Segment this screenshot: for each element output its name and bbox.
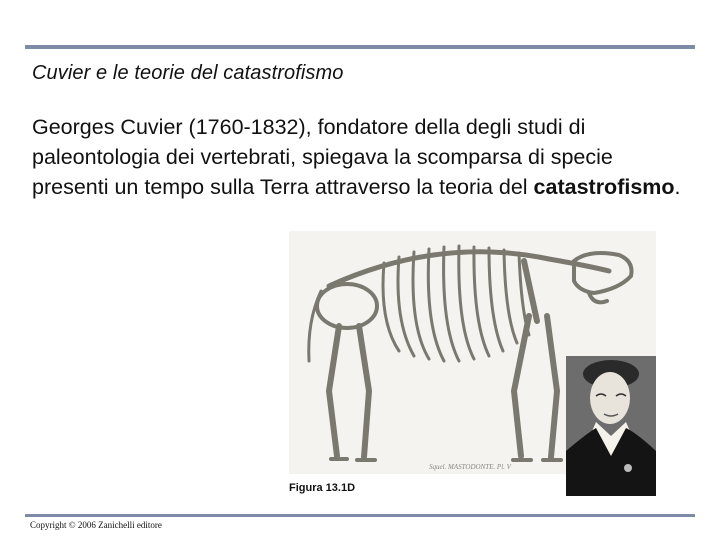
figure-caption: Figura 13.1D: [289, 482, 356, 494]
figure-inscription: Squel. MASTODONTE. Pl. V: [429, 463, 511, 471]
cuvier-portrait: [566, 356, 656, 496]
body-end: .: [674, 175, 681, 199]
body-keyword: catastrofismo: [533, 175, 675, 199]
top-rule: [25, 45, 695, 49]
slide-body: [32, 112, 692, 202]
copyright-notice: Copyright © 2006 Zanichelli editore: [30, 520, 162, 530]
slide-title: Cuvier e le teorie del catastrofismo: [32, 62, 344, 84]
bottom-rule: [25, 514, 695, 517]
body-intro: Georges Cuvier (1760-1832), fondatore della degli studi di paleontologia dei vertebrati, spiegava la scomparsa di specie presenti un tempo sulla Terra attraverso la teoria del: [32, 115, 613, 199]
